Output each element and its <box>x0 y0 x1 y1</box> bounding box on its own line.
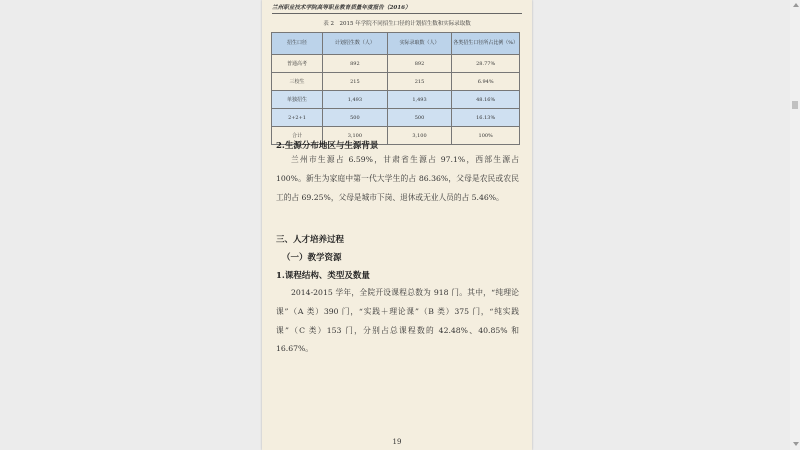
table-cell: 3,100 <box>387 127 452 145</box>
table-cell: 892 <box>387 55 452 73</box>
table-cell: 500 <box>387 109 452 127</box>
document-page <box>262 0 532 450</box>
table-cell: 500 <box>323 109 388 127</box>
table-header-row <box>272 33 520 55</box>
section-heading: 2.生源分布地区与生源背景 <box>276 141 379 151</box>
table-cell: 16.13% <box>452 109 520 127</box>
table-cell: 2+2+1 <box>272 109 323 127</box>
col-header: 各类招生口径所占比例（%） <box>452 33 520 55</box>
table-cell: 6.94% <box>452 73 520 91</box>
col-header: 招生口径 <box>272 33 323 55</box>
table-cell: 892 <box>323 55 388 73</box>
col-header: 实际录取数（人） <box>387 33 452 55</box>
running-header: 兰州职业技术学院高等职业教育质量年度报告（2016） <box>272 3 522 14</box>
table-cell: 1,493 <box>387 91 452 109</box>
table-row <box>272 73 520 91</box>
table-row <box>272 91 520 109</box>
col-header: 计划招生数（人） <box>323 33 388 55</box>
section-heading: 1.课程结构、类型及数量 <box>276 271 370 281</box>
table-cell: 48.16% <box>452 91 520 109</box>
table-cell: 单独招生 <box>272 91 323 109</box>
table-row <box>272 55 520 73</box>
scroll-down-arrow-icon[interactable] <box>793 442 799 446</box>
table-cell: 100% <box>452 127 520 145</box>
table-cell: 三校生 <box>272 73 323 91</box>
paragraph: 兰州市生源占 6.59%，甘肃省生源占 97.1%，西部生源占 100%。新生为家庭中第一代大学生的占 86.36%，父母是农民或农民工的占 69.25%，父母是城市下岗、退休或无业人员的占 5.46%。 <box>276 155 519 202</box>
section-heading: （一）教学资源 <box>282 253 342 263</box>
section-heading: 三、人才培养过程 <box>276 235 345 245</box>
enrollment-table <box>271 32 520 145</box>
table-cell: 215 <box>387 73 452 91</box>
paragraph: 2014-2015 学年，全院开设课程总数为 918 门。其中，“纯理论课”（A 类）390 门，“实践＋理论课”（B 类）375 门，“纯实践课”（C 类）153 门，分别占总课程数的 42.48%、40.85% 和 16.67%。 <box>276 288 519 354</box>
table-cell: 合计 <box>272 127 323 145</box>
table-cell: 28.77% <box>452 55 520 73</box>
page-number: 19 <box>392 438 402 446</box>
table-cell: 普通高考 <box>272 55 323 73</box>
table-row <box>272 109 520 127</box>
table-caption: 表 2 2015 年学院不同招生口径的计划招生数和实际录取数 <box>323 21 471 27</box>
table-cell: 1,493 <box>323 91 388 109</box>
scrollbar-thumb[interactable] <box>792 101 798 109</box>
table-cell: 215 <box>323 73 388 91</box>
vertical-scrollbar[interactable] <box>790 0 800 450</box>
scroll-up-arrow-icon[interactable] <box>793 3 799 7</box>
table-cell: 3,100 <box>323 127 388 145</box>
